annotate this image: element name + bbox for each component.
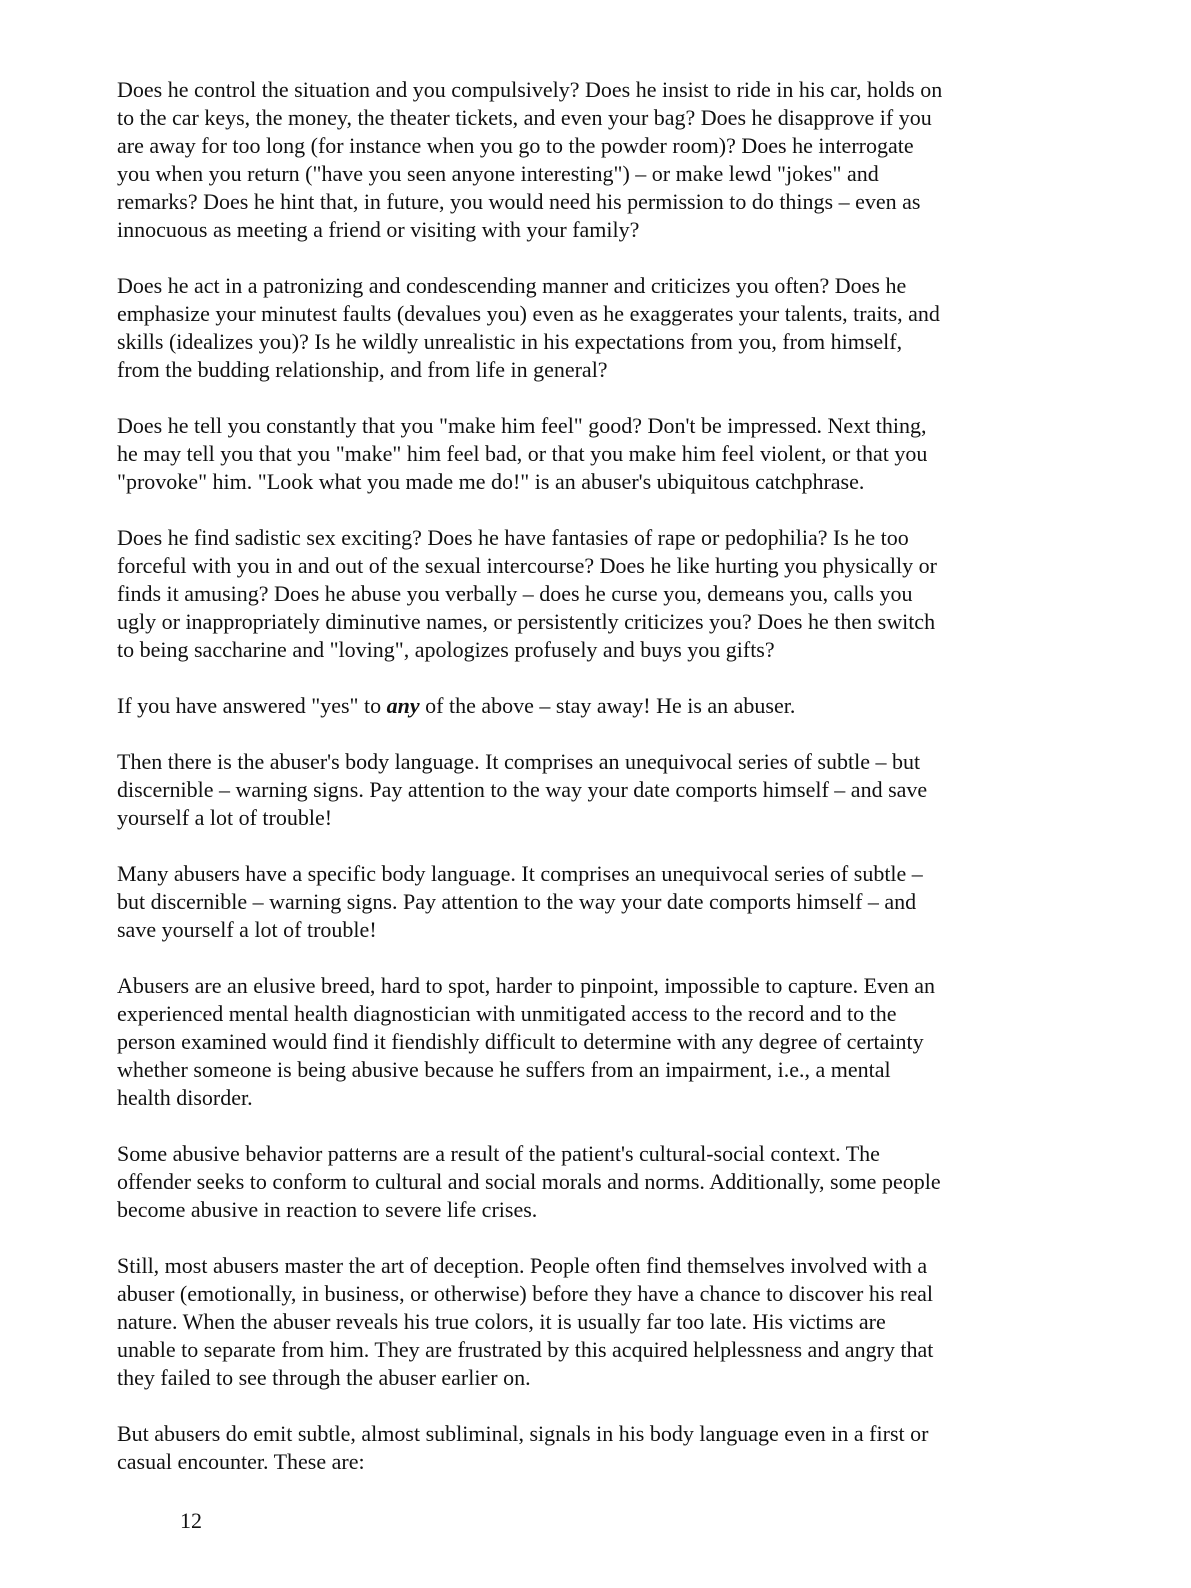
paragraph-sadistic: [117, 524, 1057, 664]
text-line: Does he act in a patronizing and condescending manner and criticizes you often? Does he: [117, 273, 907, 298]
paragraph-cultural: [117, 1140, 1057, 1224]
text-line: Some abusive behavior patterns are a result of the patient's cultural-social context. The: [117, 1141, 880, 1166]
text-line: nature. When the abuser reveals his true colors, it is usually far too late. His victims are: [117, 1309, 886, 1334]
paragraph-body-language: [117, 748, 1057, 832]
paragraph-control: [117, 76, 1057, 244]
text-line: they failed to see through the abuser earlier on.: [117, 1365, 531, 1390]
text-line: to being saccharine and "loving", apologizes profusely and buys you gifts?: [117, 637, 775, 662]
text-line: become abusive in reaction to severe life crises.: [117, 1197, 538, 1222]
text-line: from the budding relationship, and from life in general?: [117, 357, 608, 382]
text-line: ugly or inappropriately diminutive names, or persistently criticizes you? Does he then switch: [117, 609, 936, 634]
paragraph-feel-good: [117, 412, 1057, 496]
text-line: casual encounter. These are:: [117, 1449, 365, 1474]
text-line: to the car keys, the money, the theater tickets, and even your bag? Does he disapprove if you: [117, 105, 932, 130]
text-line: abuser (emotionally, in business, or otherwise) before they have a chance to discover his real: [117, 1281, 933, 1306]
conclusion-text-before: If you have answered "yes" to: [117, 693, 387, 718]
text-line: but discernible – warning signs. Pay attention to the way your date comports himself – and: [117, 889, 917, 914]
text-line: health disorder.: [117, 1085, 253, 1110]
emphasis-any: any: [386, 693, 420, 718]
paragraph-signals: [117, 1420, 1057, 1476]
page-number: 12: [180, 1508, 202, 1533]
text-line: "provoke" him. "Look what you made me do!" is an abuser's ubiquitous catchphrase.: [117, 469, 865, 494]
text-line: [117, 692, 1057, 720]
text-line: forceful with you in and out of the sexual intercourse? Does he like hurting you physically or: [117, 553, 937, 578]
text-line: But abusers do emit subtle, almost subliminal, signals in his body language even in a first or: [117, 1421, 929, 1446]
text-line: Does he control the situation and you compulsively? Does he insist to ride in his car, holds on: [117, 77, 943, 102]
text-line: save yourself a lot of trouble!: [117, 917, 377, 942]
text-line: Abusers are an elusive breed, hard to spot, harder to pinpoint, impossible to capture. Even an: [117, 973, 936, 998]
text-line: finds it amusing? Does he abuse you verbally – does he curse you, demeans you, calls you: [117, 581, 913, 606]
paragraph-patronizing: [117, 272, 1057, 384]
text-line: he may tell you that you "make" him feel bad, or that you make him feel violent, or that you: [117, 441, 928, 466]
text-line: experienced mental health diagnostician with unmitigated access to the record and to the: [117, 1001, 897, 1026]
text-line: Still, most abusers master the art of deception. People often find themselves involved with a: [117, 1253, 928, 1278]
text-line: Many abusers have a specific body language. It comprises an unequivocal series of subtle –: [117, 861, 923, 886]
text-line: skills (idealizes you)? Is he wildly unrealistic in his expectations from you, from himself,: [117, 329, 903, 354]
paragraph-many-abusers: [117, 860, 1057, 944]
text-line: discernible – warning signs. Pay attention to the way your date comports himself – and save: [117, 777, 928, 802]
text-line: emphasize your minutest faults (devalues you) even as he exaggerates your talents, traits, and: [117, 301, 940, 326]
text-line: unable to separate from him. They are frustrated by this acquired helplessness and angry that: [117, 1337, 934, 1362]
conclusion-text-after: of the above – stay away! He is an abuser.: [419, 693, 796, 718]
text-line: Then there is the abuser's body language. It comprises an unequivocal series of subtle – but: [117, 749, 921, 774]
text-line: person examined would find it fiendishly difficult to determine with any degree of certainty: [117, 1029, 924, 1054]
text-line: you when you return ("have you seen anyone interesting") – or make lewd "jokes" and: [117, 161, 879, 186]
paragraph-conclusion: [117, 692, 1057, 720]
paragraph-elusive: [117, 972, 1057, 1112]
text-line: Does he find sadistic sex exciting? Does he have fantasies of rape or pedophilia? Is he too: [117, 525, 909, 550]
body-text: [117, 76, 1057, 1504]
text-line: offender seeks to conform to cultural and social morals and norms. Additionally, some people: [117, 1169, 941, 1194]
text-line: whether someone is being abusive because he suffers from an impairment, i.e., a mental: [117, 1057, 891, 1082]
text-line: yourself a lot of trouble!: [117, 805, 333, 830]
text-line: remarks? Does he hint that, in future, you would need his permission to do things – even as: [117, 189, 921, 214]
text-line: Does he tell you constantly that you "make him feel" good? Don't be impressed. Next thing,: [117, 413, 927, 438]
text-line: innocuous as meeting a friend or visiting with your family?: [117, 217, 640, 242]
paragraph-deception: [117, 1252, 1057, 1392]
text-line: are away for too long (for instance when you go to the powder room)? Does he interrogate: [117, 133, 914, 158]
